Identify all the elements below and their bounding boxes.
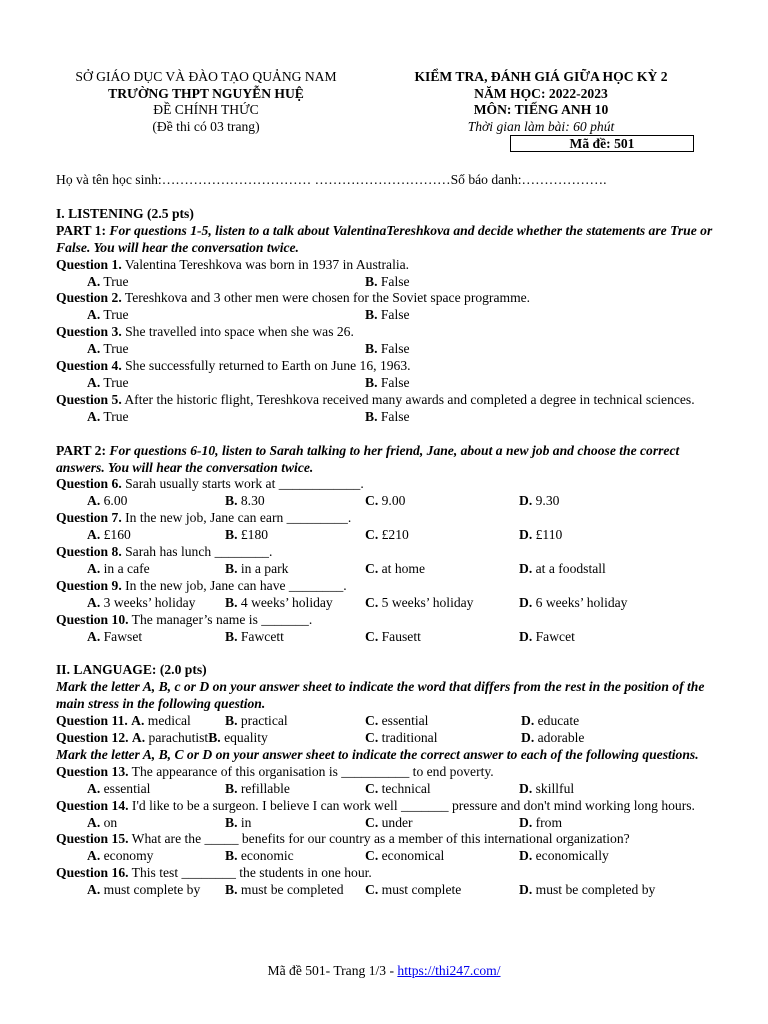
question-11: Question 11. A. medical B. practical C. essential D. educate: [56, 713, 580, 729]
question-1: Question 1. Valentina Tereshkova was born in 1937 in Australia.: [56, 256, 410, 272]
question-1-options: A. True B. False: [87, 273, 410, 289]
question-7-options: A. £160 B. £180 C. £210 D. £110: [87, 527, 563, 543]
listening-section-title: I. LISTENING (2.5 pts): [56, 205, 194, 221]
page-footer: [0, 963, 768, 980]
language-section-title: II. LANGUAGE: (2.0 pts): [56, 662, 207, 678]
question-9-options: A. 3 weeks’ holiday B. 4 weeks’ holiday C. 5 weeks’ holiday D. 6 weeks’ holiday: [87, 594, 628, 610]
part2-instruction: PART 2: For questions 6-10, listen to Sarah talking to her friend, Jane, about a new job and choose the correct answers. You will hear the conversation twice.: [56, 442, 680, 475]
question-13-options: A. essential B. refillable C. technical D. skillful: [87, 780, 575, 796]
question-12: Question 12. A. parachutistB. equality C. traditional D. adorable: [56, 730, 585, 746]
subject: MÔN: TIẾNG ANH 10: [473, 102, 609, 117]
question-13: Question 13. The appearance of this organisation is __________ to end poverty.: [56, 763, 494, 779]
question-4-options: A. True B. False: [87, 374, 410, 390]
question-10-options: A. Fawset B. Fawcett C. Fausett D. Fawcet: [87, 628, 575, 644]
question-5-options: A. True B. False: [87, 408, 410, 424]
time-limit: Thời gian làm bài: 60 phút: [467, 118, 615, 134]
question-8: Question 8. Sarah has lunch ________.: [56, 544, 273, 560]
header-right: [386, 69, 696, 153]
question-8-options: A. in a cafe B. in a park C. at home D. at a foodstall: [87, 560, 606, 576]
footer-page-info: Mã đề 501- Trang 1/3 -: [267, 963, 398, 978]
exam-body: [56, 172, 720, 899]
question-2-options: A. True B. False: [87, 307, 410, 323]
official-exam-label: ĐỀ CHÍNH THỨC: [153, 102, 259, 117]
correct-answer-instruction: Mark the letter A, B, C or D on your answer sheet to indicate the correct answer to each of the following questions.: [56, 746, 699, 762]
question-14-options: A. on B. in C. under D. from: [87, 814, 563, 830]
question-10: Question 10. The manager’s name is _______.: [56, 611, 313, 627]
school-year: NĂM HỌC: 2022-2023: [474, 85, 608, 101]
question-16: Question 16. This test ________ the students in one hour.: [56, 865, 372, 881]
question-14: Question 14. I'd like to be a surgeon. I believe I can work well _______ pressure and don't mind working long hours.: [56, 797, 695, 813]
footer-link[interactable]: https://thi247.com/: [397, 963, 501, 978]
header-left: [56, 69, 356, 135]
question-7: Question 7. In the new job, Jane can earn _________.: [56, 510, 352, 526]
question-15-options: A. economy B. economic C. economical D. economically: [87, 848, 609, 864]
school-name: TRƯỜNG THPT NGUYỄN HUỆ: [108, 85, 304, 101]
question-3: Question 3. She travelled into space when she was 26.: [56, 324, 354, 340]
exam-code-box: Mã đề: 501: [510, 135, 694, 152]
question-15: Question 15. What are the _____ benefits for our country as a member of this international organization?: [56, 831, 630, 847]
question-5: Question 5. After the historic flight, Tereshkova received many awards and completed a degree in technical sciences.: [56, 391, 695, 407]
page-count-note: (Đề thi có 03 trang): [152, 118, 260, 134]
exam-title: KIỂM TRA, ĐÁNH GIÁ GIỮA HỌC KỲ 2: [414, 69, 668, 84]
question-6-options: A. 6.00 B. 8.30 C. 9.00 D. 9.30: [87, 493, 560, 509]
student-info-line: Họ và tên học sinh:…………………………… …………………………Số báo danh:……………….: [56, 172, 607, 187]
department-name: SỞ GIÁO DỤC VÀ ĐÀO TẠO QUẢNG NAM: [75, 69, 337, 84]
question-3-options: A. True B. False: [87, 341, 410, 357]
question-6: Question 6. Sarah usually starts work at ____________.: [56, 476, 364, 492]
question-2: Question 2. Tereshkova and 3 other men were chosen for the Soviet space programme.: [56, 290, 531, 306]
question-4: Question 4. She successfully returned to Earth on June 16, 1963.: [56, 358, 411, 374]
part1-instruction: PART 1: For questions 1-5, listen to a talk about ValentinaTereshkova and decide whether the statements are True or False. You will hear the conversation twice.: [56, 222, 713, 255]
stress-instruction: Mark the letter A, B, c or D on your answer sheet to indicate the word that differs from the rest in the position of the main stress in the following question.: [56, 679, 705, 712]
question-16-options: A. must complete by B. must be completed C. must complete D. must be completed by: [87, 882, 656, 898]
question-9: Question 9. In the new job, Jane can have ________.: [56, 577, 347, 593]
